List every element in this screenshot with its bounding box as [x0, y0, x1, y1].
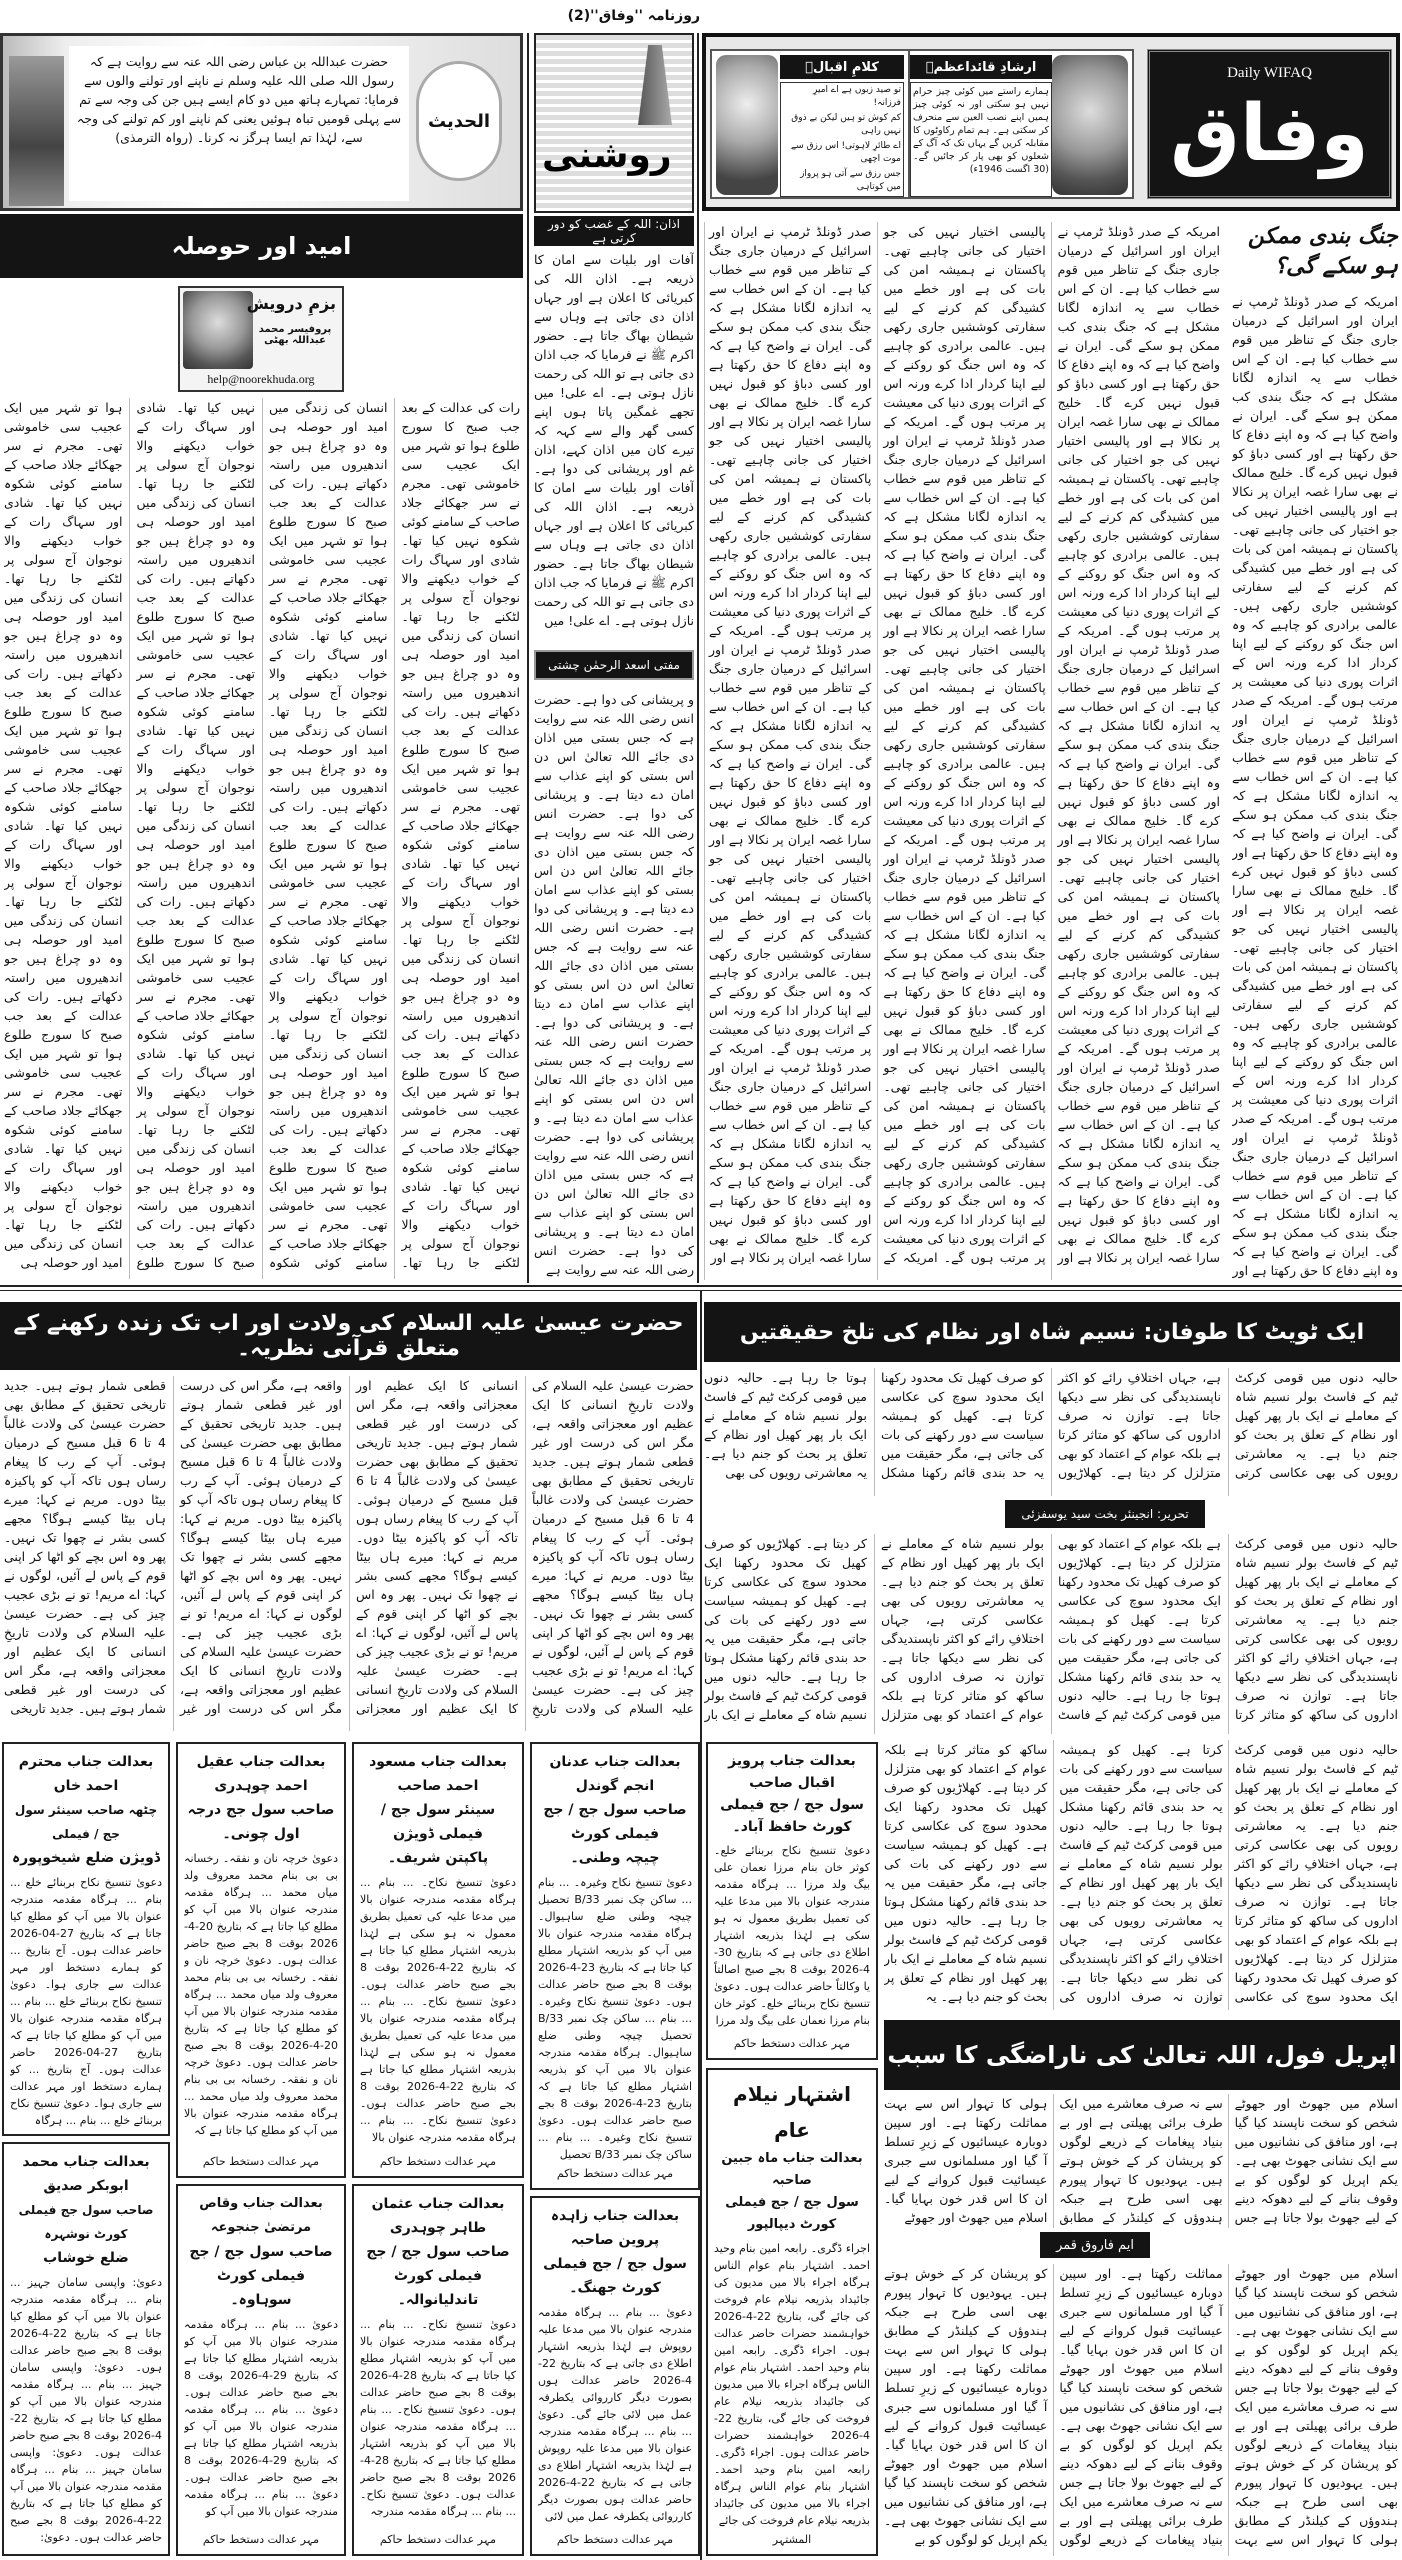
- notice-court-line: صاحب سول جج / جج فیملی کورٹ: [366, 2244, 510, 2284]
- court-notice: [530, 1742, 700, 2190]
- court-notice: [706, 1742, 878, 2060]
- logo-urdu: وفاق: [1170, 88, 1369, 179]
- april-body: اسلام میں جھوٹ اور جھوٹے شخص کو سخت ناپسند کیا گیا ہے، اور منافق کی نشانیوں میں سے ایک نشانی جھوٹ بھی ہے۔ یکم اپریل کو لوگوں کو بے وقوف بنانے کے لیے دھوکہ دینے کے لیے جھوٹ بولا جاتا ہے جس سے نہ صرف معاشرے میں ایک طرف برائی پھیلتی ہے اور بے بنیاد پیغامات کے ذریعے لوگوں کو پریشان کر کے خوش ہوتے ہیں۔ یہودیوں کا تہوار پیورم بھی اسی طرح ہے جبکہ ہندوؤں کے کیلنڈر کے مطابق ہولی کا تہوار اس سے بہت مماثلت رکھتا ہے۔ اور سپین دوبارہ عیسائیوں کے زیرِ تسلط آ گیا اور مسلمانوں سے جبری عیسائیت قبول کروانے کے لیے ان کا اس قدر خون بہایا گیا۔ اسلام میں جھوٹ اور جھوٹے: [884, 2096, 1398, 2225]
- column-email: help@noorekhuda.org: [207, 372, 315, 386]
- column-heading: امید اور حوصلہ: [0, 214, 523, 278]
- quaid-text: ہمارے راستے میں کوئی چیز حرام نہیں ہو سکتی اور نہ کوئی چیز ہمیں اپنے نصب العین سے منحرف کر سکتی ہے۔ ہم تمام رکاوٹوں کا مقابلہ کریں گے یہاں تک کہ آگ کے شعلوں کو بھی پار کر جائیں گے۔ (30 اگست 1946ء): [910, 82, 1052, 197]
- tweet-headline: ایک ٹویٹ کا طوفان: نسیم شاہ اور نظام کی تلخ حقیقتیں: [704, 1302, 1400, 1362]
- court-notice: [2, 1742, 170, 2136]
- masthead-panel: [702, 33, 1400, 211]
- court-notice: [176, 1742, 346, 2178]
- editorial-headline: جنگ بندی ممکن ہو سکے گی؟: [1247, 224, 1398, 279]
- notice-court: بعدالت جناب عدنان انجم گوندل: [549, 1754, 681, 1794]
- auction-notice: [706, 2068, 878, 2556]
- court-notice: [352, 2184, 524, 2556]
- notice-court: بعدالت جناب عثمان طاہر چوہدری: [371, 2196, 505, 2236]
- notice-court-line: پاکپتن شریف۔: [387, 1850, 489, 1866]
- roshni-author: مفتی اسعد الرحمٰن چشتی: [534, 650, 694, 680]
- notice-body: دعویٰ ... بنام ... ہرگاہ مقدمہ مندرجہ عنوان بالا میں آپ کو بذریعہ اشتہار مطلع کیا جاتا ہے کہ بتاریخ 29-4-2026 بوقت 8 بجے صبح حاضر عدالت ہوں۔ دعویٰ ... بنام ... ہرگاہ مقدمہ مندرجہ عنوان بالا میں آپ کو بذریعہ اشتہار مطلع کیا جاتا ہے کہ بتاریخ 29-4-2026 بوقت 8 بجے صبح حاضر عدالت ہوں۔ دعویٰ ... بنام ... ہرگاہ مقدمہ مندرجہ عنوان بالا میں آپ کو: [184, 2318, 338, 2518]
- roshni-logo: [534, 33, 694, 213]
- notice-footer: مہر عدالت دستخط حاکم: [379, 2155, 497, 2168]
- april-body-continued: اسلام میں جھوٹ اور جھوٹے شخص کو سخت ناپسند کیا گیا ہے، اور منافق کی نشانیوں میں سے ایک نشانی جھوٹ بھی ہے۔ یکم اپریل کو لوگوں کو بے وقوف بنانے کے لیے دھوکہ دینے کے لیے جھوٹ بولا جاتا ہے جس سے نہ صرف معاشرے میں ایک طرف برائی پھیلتی ہے اور بے بنیاد پیغامات کے ذریعے لوگوں کو پریشان کر کے خوش ہوتے ہیں۔ یہودیوں کا تہوار پیورم بھی اسی طرح ہے جبکہ ہندوؤں کے کیلنڈر کے مطابق ہولی کا تہوار اس سے بہت مماثلت رکھتا ہے۔ اور سپین دوبارہ عیسائیوں کے زیرِ تسلط آ گیا اور مسلمانوں سے جبری عیسائیت قبول کروانے کے لیے ان کا اس قدر خون بہایا گیا۔ اسلام میں جھوٹ اور جھوٹے شخص کو سخت ناپسند کیا گیا ہے، اور منافق کی نشانیوں میں سے ایک نشانی جھوٹ بھی ہے۔ یکم اپریل کو لوگوں کو بے وقوف بنانے کے لیے دھوکہ دینے کے لیے جھوٹ بولا جاتا ہے جس سے نہ صرف معاشرے میں ایک طرف برائی پھیلتی ہے اور بے بنیاد پیغامات کے ذریعے لوگوں کو پریشان کر کے خوش ہوتے ہیں۔ یہودیوں کا تہوار پیورم بھی اسی طرح ہے جبکہ ہندوؤں کے کیلنڈر کے مطابق ہولی کا تہوار اس سے بہت مماثلت رکھتا ہے۔ اور سپین دوبارہ عیسائیوں کے زیرِ تسلط آ گیا اور مسلمانوں سے جبری عیسائیت قبول کروانے کے لیے ان کا اس قدر خون بہایا گیا۔ اسلام میں جھوٹ اور جھوٹے شخص کو سخت ناپسند کیا گیا ہے، اور منافق کی نشانیوں میں سے ایک نشانی جھوٹ بھی ہے۔ یکم اپریل کو لوگوں کو بے: [884, 2266, 1398, 2547]
- notice-court-line: صاحب سول جج / جج فیملی کورٹ: [543, 1802, 687, 1842]
- notice-court-line: سول جج / جج فیملی کورٹ جھنگ۔: [543, 2256, 687, 2296]
- iqbal-box: [710, 49, 910, 199]
- notice-court-line: صاحب سول جج فیملی کورٹ نوشہرہ: [18, 2203, 154, 2241]
- notice-body: دعویٰ تنسیخ نکاح۔ ... بنام ... ہرگاہ مقدمہ مندرجہ عنوان بالا میں مدعا علیہ کی تعمیل بطریق معمول نہ ہو سکی ہے لہٰذا بذریعہ اشتہار مطلع کیا جاتا ہے کہ بتاریخ 22-4-2026 بوقت 8 بجے صبح حاضر عدالت ہوں۔ دعویٰ تنسیخ نکاح۔ ... بنام ... ہرگاہ مقدمہ مندرجہ عنوان بالا میں مدعا علیہ کی تعمیل بطریق معمول نہ ہو سکی ہے لہٰذا بذریعہ اشتہار مطلع کیا جاتا ہے کہ بتاریخ 22-4-2026 بوقت 8 بجے صبح حاضر عدالت ہوں۔ دعویٰ تنسیخ نکاح۔ ... بنام ... ہرگاہ مقدمہ مندرجہ عنوان بالا: [360, 1876, 516, 2144]
- notice-court-line: سینئر سول جج / فیملی ڈویژن: [380, 1802, 496, 1842]
- logo: [1147, 49, 1392, 199]
- poem-line: کم کوش تو ہیں لیکن بے ذوق نہیں راہی: [791, 113, 901, 136]
- editorial-body-first-column: امریکہ کے صدر ڈونلڈ ٹرمپ نے ایران اور اسرائیل کے درمیان جاری جنگ کے تناظر میں قوم سے خطاب کیا ہے۔ ان کے اس خطاب سے یہ اندازہ لگانا مشکل ہے کہ جنگ بندی کب ممکن ہو سکے گی۔ ایران نے واضح کیا ہے کہ وہ اپنے دفاع کا حق رکھتا ہے اور کسی دباؤ کو قبول نہیں کرے گا۔ خلیج ممالک نے بھی سارا غصہ ایران پر نکالا ہے اور پالیسی اختیار نہیں کی جو اختیار کی جانی چاہیے تھی۔ پاکستان نے ہمیشہ امن کی بات کی ہے اور خطے میں کشیدگی کم کرنے کے لیے سفارتی کوششیں جاری رکھی ہیں۔ عالمی برادری کو چاہیے کہ وہ اس جنگ کو روکنے کے لیے اپنا کردار ادا کرے ورنہ اس کے اثرات پوری دنیا کی معیشت پر مرتب ہوں گے۔ امریکہ کے صدر ڈونلڈ ٹرمپ نے ایران اور اسرائیل کے درمیان جاری جنگ کے تناظر میں قوم سے خطاب کیا ہے۔ ان کے اس خطاب سے یہ اندازہ لگانا مشکل ہے کہ جنگ بندی کب ممکن ہو سکے گی۔ ایران نے واضح کیا ہے کہ وہ اپنے دفاع کا حق رکھتا ہے اور کسی دباؤ کو قبول نہیں کرے گا۔ خلیج ممالک نے بھی سارا غصہ ایران پر نکالا ہے اور پالیسی اختیار نہیں کی جو اختیار کی جانی چاہیے تھی۔ پاکستان نے ہمیشہ امن کی بات کی ہے اور خطے میں کشیدگی کم کرنے کے لیے سفارتی کوششیں جاری رکھی ہیں۔ عالمی برادری کو چاہیے کہ وہ اس جنگ کو روکنے کے لیے اپنا کردار ادا کرے ورنہ اس کے اثرات پوری دنیا کی معیشت پر مرتب ہوں گے۔ امریکہ کے صدر ڈونلڈ ٹرمپ نے ایران اور اسرائیل کے درمیان جاری جنگ کے تناظر میں قوم سے خطاب کیا ہے۔ ان کے اس خطاب سے یہ اندازہ لگانا مشکل ہے کہ جنگ بندی کب ممکن ہو سکے گی۔ ایران نے واضح کیا ہے کہ وہ اپنے دفاع کا حق رکھتا ہے اور: [1232, 294, 1398, 1278]
- iqbal-portrait: [716, 55, 778, 195]
- tweet-body: حالیہ دنوں میں قومی کرکٹ ٹیم کے فاسٹ بولر نسیم شاہ کے معاملے نے ایک بار پھر کھیل اور نظام کے تعلق پر بحث کو جنم دیا ہے۔ یہ معاشرتی رویوں کی بھی عکاسی کرتی ہے، جہاں اختلافِ رائے کو اکثر ناپسندیدگی کی نظر سے دیکھا جاتا ہے۔ توازن نہ صرف اداروں کی ساکھ کو متاثر کرتا ہے بلکہ عوام کے اعتماد کو بھی متزلزل کر دیتا ہے۔ کھلاڑیوں کو صرف کھیل تک محدود رکھنا ایک محدود سوچ کی عکاسی کرتا ہے۔ کھیل کو ہمیشہ سیاست سے دور رکھنے کی بات کی جاتی ہے، مگر حقیقت میں یہ حد بندی قائم رکھنا مشکل ہوتا جا رہا ہے۔ حالیہ دنوں میں قومی کرکٹ ٹیم کے فاسٹ بولر نسیم شاہ کے معاملے نے ایک بار پھر کھیل اور نظام کے تعلق پر بحث کو جنم دیا ہے۔ یہ معاشرتی رویوں کی بھی: [704, 1370, 1398, 1480]
- iqbal-title: کلامِ اقبالؒ: [780, 55, 904, 79]
- isa-headline: حضرت عیسیٰ علیہ السلام کی ولادت اور اب تک زندہ رکھنے کے متعلق قرآنی نظریہ۔: [0, 1302, 697, 1370]
- poem-line: جس رزق سے آتی ہو پرواز میں کوتاہی: [800, 169, 901, 192]
- notice-title: اشتہار نیلام عام: [733, 2082, 851, 2142]
- hadith-text: حضرت عبداللہ بن عباس رضی اللہ عنہ سے روایت ہے کہ رسول اللہ صلی اللہ علیہ وسلم نے ناپنے اور تولنے والوں سے فرمایا: تمہارے ہاتھ میں دو کام ایسے ہیں جن کی وجہ سے تم سے پہلی قومیں تباہ ہوئیں یعنی کم ناپنے اور کم تولنے کی وجہ سے، لہٰذا تم ایسا ہرگز نہ کرنا۔ (رواہ الترمذی): [69, 46, 409, 201]
- roshni-body-continued: و پریشانی کی دوا ہے۔ حضرت انس رضی اللہ عنہ سے روایت ہے کہ جس بستی میں اذان دی جائے اللہ تعالیٰ اس دن اس بستی کو اپنے عذاب سے امان دے دیتا ہے۔ و پریشانی کی دوا ہے۔ حضرت انس رضی اللہ عنہ سے روایت ہے کہ جس بستی میں اذان دی جائے اللہ تعالیٰ اس دن اس بستی کو اپنے عذاب سے امان دے دیتا ہے۔ و پریشانی کی دوا ہے۔ حضرت انس رضی اللہ عنہ سے روایت ہے کہ جس بستی میں اذان دی جائے اللہ تعالیٰ اس دن اس بستی کو اپنے عذاب سے امان دے دیتا ہے۔ و پریشانی کی دوا ہے۔ حضرت انس رضی اللہ عنہ سے روایت ہے کہ جس بستی میں اذان دی جائے اللہ تعالیٰ اس دن اس بستی کو اپنے عذاب سے امان دے دیتا ہے۔ و پریشانی کی دوا ہے۔ حضرت انس رضی اللہ عنہ سے روایت ہے کہ جس بستی میں اذان دی جائے اللہ تعالیٰ اس دن اس بستی کو اپنے عذاب سے امان دے دیتا ہے۔ و پریشانی کی دوا ہے۔ حضرت انس رضی اللہ عنہ سے روایت ہے: [534, 692, 694, 1277]
- notice-footer: مہر عدالت دستخط حاکم: [379, 2533, 497, 2546]
- lighthouse-icon: [638, 45, 672, 125]
- notice-court-line: سول جج / جج فیملی کورٹ دیپالپور: [725, 2195, 859, 2232]
- notice-footer: المشتہر: [772, 2533, 812, 2546]
- notice-court-line: صاحب سول جج / جج فیملی کورٹ: [189, 2244, 333, 2284]
- april-headline: اپریل فول، اللہ تعالیٰ کی ناراضگی کا سبب: [884, 2020, 1400, 2090]
- notice-court-line: ڈویژن ضلع شیخوپورہ: [11, 1850, 161, 1866]
- notice-court: بعدالت جناب ماہ جبین صاحبہ: [721, 2151, 863, 2188]
- notice-footer: مہر عدالت دستخط حاکم: [556, 2167, 674, 2180]
- notice-court-line: تاندلیانوالہ۔: [397, 2292, 479, 2308]
- roshni-headline: اذان: اللہ کے غضب کو دور کرتی ہے: [534, 216, 694, 246]
- quaid-portrait: [1052, 55, 1128, 195]
- notice-court-line: ضلع خوشاب: [43, 2250, 129, 2266]
- notice-body: دعویٰ تنسیخ نکاح بربنائے خلع۔ کوثر خان بنام مرزا نعمان علی بیگ ولد مرزا ... ہرگاہ مقدمہ مندرجہ عنوان بالا میں مدعا علیہ کی تعمیل بطریق معمول نہ ہو سکی ہے لہٰذا بذریعہ اشتہار اطلاع دی جاتی ہے کہ بتاریخ 30-4-2026 بوقت 8 بجے صبح اصالتاً یا وکالتاً حاضر عدالت ہوں۔ دعویٰ تنسیخ نکاح بربنائے خلع۔ کوثر خان بنام مرزا نعمان علی بیگ ولد مرزا: [714, 1844, 870, 2027]
- roshni-body: آفات اور بلیات سے امان کا ذریعہ ہے۔ اذان اللہ کی کبریائی کا اعلان ہے اور جہاں اذان دی جاتی ہے وہاں سے شیطان بھاگ جاتا ہے۔ حضور اکرم ﷺ نے فرمایا کہ جب اذان دی جاتی ہے تو اللہ کی رحمت نازل ہوتی ہے۔ اے علی! میں تجھے غمگین پاتا ہوں اپنے کسی گھر والے سے کہہ کہ تیرے کان میں اذان کہے، اذان غم اور پریشانی کی دوا ہے۔ آفات اور بلیات سے امان کا ذریعہ ہے۔ اذان اللہ کی کبریائی کا اعلان ہے اور جہاں اذان دی جاتی ہے وہاں سے شیطان بھاگ جاتا ہے۔ حضور اکرم ﷺ نے فرمایا کہ جب اذان دی جاتی ہے تو اللہ کی رحمت نازل ہوتی ہے۔ اے علی! میں: [534, 252, 694, 628]
- hadith-flower-icon: [416, 61, 502, 181]
- notice-footer: مہر عدالت دستخط حاکم: [733, 2037, 851, 2050]
- notice-court: بعدالت جناب محترم احمد خاں: [18, 1754, 154, 1794]
- tweet-body-continued: حالیہ دنوں میں قومی کرکٹ ٹیم کے فاسٹ بولر نسیم شاہ کے معاملے نے ایک بار پھر کھیل اور نظام کے تعلق پر بحث کو جنم دیا ہے۔ یہ معاشرتی رویوں کی بھی عکاسی کرتی ہے، جہاں اختلافِ رائے کو اکثر ناپسندیدگی کی نظر سے دیکھا جاتا ہے۔ توازن نہ صرف اداروں کی ساکھ کو متاثر کرتا ہے بلکہ عوام کے اعتماد کو بھی متزلزل کر دیتا ہے۔ کھلاڑیوں کو صرف کھیل تک محدود رکھنا ایک محدود سوچ کی عکاسی کرتا ہے۔ کھیل کو ہمیشہ سیاست سے دور رکھنے کی بات کی جاتی ہے، مگر حقیقت میں یہ حد بندی قائم رکھنا مشکل ہوتا جا رہا ہے۔ حالیہ دنوں میں قومی کرکٹ ٹیم کے فاسٹ بولر نسیم شاہ کے معاملے نے ایک بار پھر کھیل اور نظام کے تعلق پر بحث کو جنم دیا ہے۔ یہ معاشرتی رویوں کی بھی عکاسی کرتی ہے، جہاں اختلافِ رائے کو اکثر ناپسندیدگی کی نظر سے دیکھا جاتا ہے۔ توازن نہ صرف اداروں کی ساکھ کو متاثر کرتا ہے بلکہ عوام کے اعتماد کو بھی متزلزل کر دیتا ہے۔ کھلاڑیوں کو صرف کھیل تک محدود رکھنا ایک محدود سوچ کی عکاسی کرتا ہے۔ کھیل کو ہمیشہ سیاست سے دور رکھنے کی بات کی جاتی ہے، مگر حقیقت میں یہ حد بندی قائم رکھنا مشکل ہوتا جا رہا ہے۔ حالیہ دنوں میں قومی کرکٹ ٹیم کے فاسٹ بولر نسیم شاہ کے معاملے نے ایک بار پھر کھیل اور نظام کے تعلق پر بحث کو جنم دیا ہے۔ یہ: [884, 1742, 1398, 2004]
- notice-body: دعویٰ خرچہ نان و نفقہ۔ رخسانہ بی بی بنام محمد معروف ولد میاں محمد ... ہرگاہ مقدمہ مندرجہ عنوان بالا میں آپ کو مطلع کیا جاتا ہے کہ بتاریخ 20-4-2026 بوقت 8 بجے صبح حاضر عدالت ہوں۔ دعویٰ خرچہ نان و نفقہ۔ رخسانہ بی بی بنام محمد معروف ولد میاں محمد ... ہرگاہ مقدمہ مندرجہ عنوان بالا میں آپ کو مطلع کیا جاتا ہے کہ بتاریخ 20-4-2026 بوقت 8 بجے صبح حاضر عدالت ہوں۔ دعویٰ خرچہ نان و نفقہ۔ رخسانہ بی بی بنام محمد معروف ولد میاں محمد ... ہرگاہ مقدمہ مندرجہ عنوان بالا میں آپ کو مطلع کیا جاتا ہے کہ: [184, 1852, 338, 2137]
- notice-court: بعدالت جناب محمد ابوبکر صدیق: [22, 2154, 150, 2194]
- column-name: بزمِ درویش: [246, 294, 336, 313]
- editorial-body: امریکہ کے صدر ڈونلڈ ٹرمپ نے ایران اور اسرائیل کے درمیان جاری جنگ کے تناظر میں قوم سے خطاب کیا ہے۔ ان کے اس خطاب سے یہ اندازہ لگانا مشکل ہے کہ جنگ بندی کب ممکن ہو سکے گی۔ ایران نے واضح کیا ہے کہ وہ اپنے دفاع کا حق رکھتا ہے اور کسی دباؤ کو قبول نہیں کرے گا۔ خلیج ممالک نے بھی سارا غصہ ایران پر نکالا ہے اور پالیسی اختیار نہیں کی جو اختیار کی جانی چاہیے تھی۔ پاکستان نے ہمیشہ امن کی بات کی ہے اور خطے میں کشیدگی کم کرنے کے لیے سفارتی کوششیں جاری رکھی ہیں۔ عالمی برادری کو چاہیے کہ وہ اس جنگ کو روکنے کے لیے اپنا کردار ادا کرے ورنہ اس کے اثرات پوری دنیا کی معیشت پر مرتب ہوں گے۔ امریکہ کے صدر ڈونلڈ ٹرمپ نے ایران اور اسرائیل کے درمیان جاری جنگ کے تناظر میں قوم سے خطاب کیا ہے۔ ان کے اس خطاب سے یہ اندازہ لگانا مشکل ہے کہ جنگ بندی کب ممکن ہو سکے گی۔ ایران نے واضح کیا ہے کہ وہ اپنے دفاع کا حق رکھتا ہے اور کسی دباؤ کو قبول نہیں کرے گا۔ خلیج ممالک نے بھی سارا غصہ ایران پر نکالا ہے اور پالیسی اختیار نہیں کی جو اختیار کی جانی چاہیے تھی۔ پاکستان نے ہمیشہ امن کی بات کی ہے اور خطے میں کشیدگی کم کرنے کے لیے سفارتی کوششیں جاری رکھی ہیں۔ عالمی برادری کو چاہیے کہ وہ اس جنگ کو روکنے کے لیے اپنا کردار ادا کرے ورنہ اس کے اثرات پوری دنیا کی معیشت پر مرتب ہوں گے۔ امریکہ کے صدر ڈونلڈ ٹرمپ نے ایران اور اسرائیل کے درمیان جاری جنگ کے تناظر میں قوم سے خطاب کیا ہے۔ ان کے اس خطاب سے یہ اندازہ لگانا مشکل ہے کہ جنگ بندی کب ممکن ہو سکے گی۔ ایران نے واضح کیا ہے کہ وہ اپنے دفاع کا حق رکھتا ہے اور کسی دباؤ کو قبول نہیں کرے گا۔ خلیج ممالک نے بھی سارا غصہ ایران پر نکالا ہے اور پالیسی اختیار نہیں کی جو اختیار کی جانی چاہیے تھی۔ پاکستان نے ہمیشہ امن کی بات کی ہے اور خطے میں کشیدگی کم کرنے کے لیے سفارتی کوششیں جاری رکھی ہیں۔ عالمی برادری کو چاہیے کہ وہ اس جنگ کو روکنے کے لیے اپنا کردار ادا کرے ورنہ اس کے اثرات پوری دنیا کی معیشت پر مرتب ہوں گے۔ امریکہ کے صدر ڈونلڈ ٹرمپ نے ایران اور اسرائیل کے درمیان جاری جنگ کے تناظر میں قوم سے خطاب کیا ہے۔ ان کے اس خطاب سے یہ اندازہ لگانا مشکل ہے کہ جنگ بندی کب ممکن ہو سکے گی۔ ایران نے واضح کیا ہے کہ وہ اپنے دفاع کا حق رکھتا ہے اور کسی دباؤ کو قبول نہیں کرے گا۔ خلیج ممالک نے بھی سارا غصہ ایران پر نکالا ہے اور پالیسی اختیار نہیں کی جو اختیار کی جانی چاہیے تھی۔ پاکستان نے ہمیشہ امن کی بات کی ہے اور خطے میں کشیدگی کم کرنے کے لیے سفارتی کوششیں جاری رکھی ہیں۔ عالمی برادری کو چاہیے کہ وہ اس جنگ کو روکنے کے لیے اپنا کردار ادا کرے ورنہ اس کے اثرات پوری دنیا کی معیشت پر مرتب ہوں گے۔ امریکہ کے صدر ڈونلڈ ٹرمپ نے ایران اور اسرائیل کے درمیان جاری جنگ کے تناظر میں قوم سے خطاب کیا ہے۔ ان کے اس خطاب سے یہ اندازہ لگانا مشکل ہے کہ جنگ بندی کب ممکن ہو سکے گی۔ ایران نے واضح کیا ہے کہ وہ اپنے دفاع کا حق رکھتا ہے اور کسی دباؤ کو قبول نہیں کرے گا۔ خلیج ممالک نے بھی سارا غصہ ایران پر نکالا ہے اور پالیسی اختیار نہیں کی جو اختیار کی جانی چاہیے تھی۔ پاکستان نے ہمیشہ امن کی بات کی ہے اور خطے میں کشیدگی کم کرنے کے لیے سفارتی کوششیں جاری رکھی ہیں۔ عالمی برادری کو چاہیے کہ وہ اس جنگ کو روکنے کے لیے اپنا کردار ادا کرے ورنہ اس کے اثرات پوری دنیا کی معیشت پر مرتب ہوں گے۔ امریکہ کے صدر ڈونلڈ ٹرمپ نے ایران اور اسرائیل کے درمیان جاری جنگ کے تناظر میں قوم سے خطاب کیا ہے۔ ان کے اس خطاب سے یہ اندازہ لگانا مشکل ہے کہ جنگ بندی کب ممکن ہو سکے گی۔ ایران نے واضح کیا ہے کہ وہ اپنے دفاع کا حق رکھتا ہے اور کسی دباؤ کو قبول نہیں کرے گا۔ خلیج ممالک نے بھی سارا غصہ ایران پر نکالا ہے اور پالیسی اختیار نہیں کی جو اختیار کی جانی چاہیے تھی۔ پاکستان نے ہمیشہ امن کی بات کی ہے اور خطے میں کشیدگی کم کرنے کے لیے سفارتی کوششیں جاری رکھی ہیں۔ عالمی برادری کو چاہیے کہ وہ اس جنگ کو روکنے کے لیے اپنا کردار ادا کرے ورنہ اس کے اثرات پوری دنیا کی معیشت پر مرتب ہوں گے۔ امریکہ کے صدر ڈونلڈ ٹرمپ نے ایران اور اسرائیل کے درمیان جاری جنگ کے تناظر میں قوم سے خطاب کیا ہے۔ ان کے اس خطاب سے یہ اندازہ لگانا مشکل ہے کہ جنگ بندی کب ممکن ہو سکے گی۔ ایران نے واضح کیا ہے کہ وہ اپنے دفاع کا حق رکھتا ہے اور کسی دباؤ کو قبول نہیں کرے گا۔ خلیج ممالک نے بھی سارا غصہ ایران پر نکالا ہے اور پالیسی اختیار نہیں کی جو اختیار کی جانی چاہیے تھی۔ پاکستان نے ہمیشہ امن کی بات کی ہے اور خطے میں کشیدگی کم کرنے کے لیے سفارتی کوششیں جاری رکھی ہیں۔ عالمی برادری کو چاہیے کہ وہ اس جنگ کو روکنے کے لیے اپنا کردار ادا کرے ورنہ اس کے اثرات پوری دنیا کی معیشت پر مرتب ہوں گے۔ امریکہ کے صدر ڈونلڈ ٹرمپ نے ایران اور اسرائیل کے درمیان جاری جنگ کے تناظر میں قوم سے خطاب کیا ہے۔ ان کے اس خطاب سے یہ اندازہ لگانا مشکل ہے کہ جنگ بندی کب ممکن ہو سکے گی۔ ایران نے واضح کیا ہے کہ وہ اپنے دفاع کا حق رکھتا ہے اور کسی دباؤ کو قبول نہیں کرے گا۔ خلیج ممالک نے بھی سارا غصہ ایران پر نکالا ہے اور: [704, 222, 1220, 1280]
- notice-court: بعدالت جناب وقاص مرتضیٰ جنجوعہ: [199, 2196, 323, 2235]
- notice-court-line: چٹھہ صاحب سینئر سول جج / فیملی: [14, 1803, 158, 1841]
- tweet-byline: تحریر: انجینئر بخت سید یوسفزئی: [1005, 1500, 1205, 1528]
- notice-body: دعویٰ تنسیخ نکاح بربنائے خلع ... بنام ... ہرگاہ مقدمہ مندرجہ عنوان بالا میں آپ کو مطلع کیا جاتا ہے کہ بتاریخ 27-04-2026 حاضر عدالت ہوں۔ آج بتاریخ ... کو ہمارے دستخط اور مہر عدالت سے جاری ہوا۔ دعویٰ تنسیخ نکاح بربنائے خلع ... بنام ... ہرگاہ مقدمہ مندرجہ عنوان بالا میں آپ کو مطلع کیا جاتا ہے کہ بتاریخ 27-04-2026 حاضر عدالت ہوں۔ آج بتاریخ ... کو ہمارے دستخط اور مہر عدالت سے جاری ہوا۔ دعویٰ تنسیخ نکاح بربنائے خلع ... بنام ... ہرگاہ: [10, 1876, 162, 2127]
- page-label: روزنامہ ''وفاق''(2): [567, 8, 700, 24]
- court-notice: [530, 2196, 700, 2556]
- notice-court-line: چیچہ وطنی۔: [570, 1850, 660, 1866]
- poem-line: اے طائرِ لاہوتی! اس رزق سے موت اچھی: [790, 141, 901, 164]
- notice-court: بعدالت جناب پرویز اقبال صاحب: [728, 1753, 856, 1791]
- notice-footer: مہر عدالت دستخط حاکم: [202, 2155, 320, 2168]
- court-notice: [2, 2142, 170, 2556]
- notice-court: بعدالت جناب مسعود احمد صاحب: [369, 1754, 507, 1794]
- mosque-dome-image: [9, 56, 64, 206]
- column-author: پروفیسر محمد عبداللہ بھٹی: [258, 324, 332, 346]
- roshni-title: روشنی: [542, 135, 672, 176]
- court-notice: [176, 2184, 346, 2556]
- april-byline: ایم فاروق قمر: [1040, 2232, 1150, 2258]
- notice-body: دعویٰ: واپسی سامان جہیز ... بنام ... ہرگاہ مقدمہ مندرجہ عنوان بالا میں آپ کو مطلع کیا جاتا ہے کہ بتاریخ 22-4-2026 بوقت 8 بجے صبح حاضر عدالت ہوں۔ دعویٰ: واپسی سامان جہیز ... بنام ... ہرگاہ مقدمہ مندرجہ عنوان بالا میں آپ کو مطلع کیا جاتا ہے کہ بتاریخ 22-4-2026 بوقت 8 بجے صبح حاضر عدالت ہوں۔ دعویٰ: واپسی سامان جہیز ... بنام ... ہرگاہ مقدمہ مندرجہ عنوان بالا میں آپ کو مطلع کیا جاتا ہے کہ بتاریخ 22-4-2026 بوقت 8 بجے صبح حاضر عدالت ہوں۔ دعویٰ:: [10, 2276, 162, 2544]
- quaid-title: ارشادِ قائداعظمؒ: [910, 55, 1052, 79]
- court-notice: [352, 1742, 524, 2178]
- notice-court-line: سول جج / جج فیملی کورٹ حافظ آباد۔: [720, 1797, 864, 1835]
- poem-line: تو صید زبوں ہے اے امیرِ فرزانہ!: [813, 85, 901, 108]
- notice-body: اجراء ڈگری۔ رابعہ امین بنام وحید احمد۔ اشتہار بنام عوام الناس ہرگاہ اجراء بالا میں مدیون کی جائیداد بذریعہ نیلام عام فروخت کی جائے گی، بتاریخ 22-4-2026 خواہشمند حضرات حاضر عدالت ہوں۔ اجراء ڈگری۔ رابعہ امین بنام وحید احمد۔ اشتہار بنام عوام الناس ہرگاہ اجراء بالا میں مدیون کی جائیداد بذریعہ نیلام عام فروخت کی جائے گی، بتاریخ 22-4-2026 خواہشمند حضرات حاضر عدالت ہوں۔ اجراء ڈگری۔ رابعہ امین بنام وحید احمد۔ اشتہار بنام عوام الناس ہرگاہ اجراء بالا میں مدیون کی جائیداد بذریعہ نیلام عام فروخت کی جائے: [714, 2242, 870, 2527]
- logo-english: Daily WIFAQ: [1227, 64, 1312, 81]
- column-logo: [178, 286, 344, 392]
- notice-footer: مہر عدالت دستخط حاکم: [556, 2533, 674, 2546]
- isa-body: حضرت عیسیٰ علیہ السلام کی ولادت تاریخِ انسانی کا ایک عظیم اور معجزاتی واقعہ ہے، مگر اس کی درست اور غیر قطعی شمار ہوتے ہیں۔ جدید تاریخی تحقیق کے مطابق بھی حضرت عیسیٰ کی ولادت غالباً 4 تا 6 قبل مسیح کے درمیان ہوئی۔ آپ کے رب کا پیغام رساں ہوں تاکہ آپ کو پاکیزہ بیٹا دوں۔ مریم نے کہا: میرے ہاں بیٹا کیسے ہوگا؟ مجھے کسی بشر نے چھوا تک نہیں۔ پھر وہ اس بچے کو اٹھا کر اپنی قوم کے پاس لے آئیں، لوگوں نے کہا: اے مریم! تو نے بڑی عجیب چیز کی ہے۔ حضرت عیسیٰ علیہ السلام کی ولادت تاریخِ انسانی کا ایک عظیم اور معجزاتی واقعہ ہے، مگر اس کی درست اور غیر قطعی شمار ہوتے ہیں۔ جدید تاریخی تحقیق کے مطابق بھی حضرت عیسیٰ کی ولادت غالباً 4 تا 6 قبل مسیح کے درمیان ہوئی۔ آپ کے رب کا پیغام رساں ہوں تاکہ آپ کو پاکیزہ بیٹا دوں۔ مریم نے کہا: میرے ہاں بیٹا کیسے ہوگا؟ مجھے کسی بشر نے چھوا تک نہیں۔ پھر وہ اس بچے کو اٹھا کر اپنی قوم کے پاس لے آئیں، لوگوں نے کہا: اے مریم! تو نے بڑی عجیب چیز کی ہے۔ حضرت عیسیٰ علیہ السلام کی ولادت تاریخِ انسانی کا ایک عظیم اور معجزاتی واقعہ ہے، مگر اس کی درست اور غیر قطعی شمار ہوتے ہیں۔ جدید تاریخی تحقیق کے مطابق بھی حضرت عیسیٰ کی ولادت غالباً 4 تا 6 قبل مسیح کے درمیان ہوئی۔ آپ کے رب کا پیغام رساں ہوں تاکہ آپ کو پاکیزہ بیٹا دوں۔ مریم نے کہا: میرے ہاں بیٹا کیسے ہوگا؟ مجھے کسی بشر نے چھوا تک نہیں۔ پھر وہ اس بچے کو اٹھا کر اپنی قوم کے پاس لے آئیں، لوگوں نے کہا: اے مریم! تو نے بڑی عجیب چیز کی ہے۔ حضرت عیسیٰ علیہ السلام کی ولادت تاریخِ انسانی کا ایک عظیم اور معجزاتی واقعہ ہے، مگر اس کی درست اور غیر قطعی شمار ہوتے ہیں۔ جدید تاریخی تحقیق کے مطابق بھی حضرت عیسیٰ کی ولادت غالباً 4 تا 6 قبل مسیح کے درمیان ہوئی۔ آپ کے رب کا پیغام رساں ہوں تاکہ آپ کو پاکیزہ بیٹا دوں۔ مریم نے کہا: میرے ہاں بیٹا کیسے ہوگا؟ مجھے کسی بشر نے چھوا تک نہیں۔ پھر وہ اس بچے کو اٹھا کر اپنی قوم کے پاس لے آئیں، لوگوں نے کہا: اے مریم! تو نے بڑی عجیب چیز کی ہے۔ حضرت عیسیٰ علیہ السلام کی ولادت تاریخِ انسانی کا ایک عظیم اور معجزاتی واقعہ ہے، مگر اس کی درست اور غیر قطعی شمار ہوتے ہیں۔ جدید تاریخی: [4, 1378, 694, 1716]
- author-photo: [183, 291, 253, 369]
- hadith-badge: الحدیث: [427, 110, 491, 132]
- iqbal-poem: [780, 82, 904, 197]
- notice-court: بعدالت جناب عقیل احمد چوہدری: [196, 1754, 326, 1794]
- notice-footer: مہر عدالت دستخط حاکم: [202, 2533, 320, 2546]
- notice-body: دعویٰ تنسیخ نکاح وغیرہ۔ ... بنام ... ساکن چک نمبر 33/B تحصیل چیچہ وطنی ضلع ساہیوال۔ ہرگاہ مقدمہ مندرجہ عنوان بالا میں آپ کو بذریعہ اشتہار مطلع کیا جاتا ہے کہ بتاریخ 23-4-2026 بوقت 8 بجے صبح حاضر عدالت ہوں۔ دعویٰ تنسیخ نکاح وغیرہ۔ ... بنام ... ساکن چک نمبر 33/B تحصیل چیچہ وطنی ضلع ساہیوال۔ ہرگاہ مقدمہ مندرجہ عنوان بالا میں آپ کو بذریعہ اشتہار مطلع کیا جاتا ہے کہ بتاریخ 23-4-2026 بوقت 8 بجے صبح حاضر عدالت ہوں۔ دعویٰ تنسیخ نکاح وغیرہ۔ ... بنام ... ساکن چک نمبر 33/B تحصیل: [538, 1876, 692, 2161]
- hadith-panel: [0, 33, 523, 211]
- tweet-body-middle: حالیہ دنوں میں قومی کرکٹ ٹیم کے فاسٹ بولر نسیم شاہ کے معاملے نے ایک بار پھر کھیل اور نظام کے تعلق پر بحث کو جنم دیا ہے۔ یہ معاشرتی رویوں کی بھی عکاسی کرتی ہے، جہاں اختلافِ رائے کو اکثر ناپسندیدگی کی نظر سے دیکھا جاتا ہے۔ توازن نہ صرف اداروں کی ساکھ کو متاثر کرتا ہے بلکہ عوام کے اعتماد کو بھی متزلزل کر دیتا ہے۔ کھلاڑیوں کو صرف کھیل تک محدود رکھنا ایک محدود سوچ کی عکاسی کرتا ہے۔ کھیل کو ہمیشہ سیاست سے دور رکھنے کی بات کی جاتی ہے، مگر حقیقت میں یہ حد بندی قائم رکھنا مشکل ہوتا جا رہا ہے۔ حالیہ دنوں میں قومی کرکٹ ٹیم کے فاسٹ بولر نسیم شاہ کے معاملے نے ایک بار پھر کھیل اور نظام کے تعلق پر بحث کو جنم دیا ہے۔ یہ معاشرتی رویوں کی بھی عکاسی کرتی ہے، جہاں اختلافِ رائے کو اکثر ناپسندیدگی کی نظر سے دیکھا جاتا ہے۔ توازن نہ صرف اداروں کی ساکھ کو متاثر کرتا ہے بلکہ عوام کے اعتماد کو بھی متزلزل کر دیتا ہے۔ کھلاڑیوں کو صرف کھیل تک محدود رکھنا ایک محدود سوچ کی عکاسی کرتا ہے۔ کھیل کو ہمیشہ سیاست سے دور رکھنے کی بات کی جاتی ہے، مگر حقیقت میں یہ حد بندی قائم رکھنا مشکل ہوتا جا رہا ہے۔ حالیہ دنوں میں قومی کرکٹ ٹیم کے فاسٹ بولر نسیم شاہ کے معاملے نے ایک بار: [704, 1536, 1398, 1722]
- column-body: رات کی عدالت کے بعد جب صبح کا سورج طلوع ہوا تو شہر میں ایک عجیب سی خاموشی تھی۔ مجرم نے سر جھکائے جلاد صاحب کے سامنے کوئی شکوہ نہیں کیا تھا۔ شادی اور سہاگ رات کے خواب دیکھنے والا نوجوان آج سولی پر لٹکنے جا رہا تھا۔ انسان کی زندگی میں امید اور حوصلہ ہی وہ دو چراغ ہیں جو اندھیروں میں راستہ دکھاتے ہیں۔ رات کی عدالت کے بعد جب صبح کا سورج طلوع ہوا تو شہر میں ایک عجیب سی خاموشی تھی۔ مجرم نے سر جھکائے جلاد صاحب کے سامنے کوئی شکوہ نہیں کیا تھا۔ شادی اور سہاگ رات کے خواب دیکھنے والا نوجوان آج سولی پر لٹکنے جا رہا تھا۔ انسان کی زندگی میں امید اور حوصلہ ہی وہ دو چراغ ہیں جو اندھیروں میں راستہ دکھاتے ہیں۔ رات کی عدالت کے بعد جب صبح کا سورج طلوع ہوا تو شہر میں ایک عجیب سی خاموشی تھی۔ مجرم نے سر جھکائے جلاد صاحب کے سامنے کوئی شکوہ نہیں کیا تھا۔ شادی اور سہاگ رات کے خواب دیکھنے والا نوجوان آج سولی پر لٹکنے جا رہا تھا۔ انسان کی زندگی میں امید اور حوصلہ ہی وہ دو چراغ ہیں جو اندھیروں میں راستہ دکھاتے ہیں۔ رات کی عدالت کے بعد جب صبح کا سورج طلوع ہوا تو شہر میں ایک عجیب سی خاموشی تھی۔ مجرم نے سر جھکائے جلاد صاحب کے سامنے کوئی شکوہ نہیں کیا تھا۔ شادی اور سہاگ رات کے خواب دیکھنے والا نوجوان آج سولی پر لٹکنے جا رہا تھا۔ انسان کی زندگی میں امید اور حوصلہ ہی وہ دو چراغ ہیں جو اندھیروں میں راستہ دکھاتے ہیں۔ رات کی عدالت کے بعد جب صبح کا سورج طلوع ہوا تو شہر میں ایک عجیب سی خاموشی تھی۔ مجرم نے سر جھکائے جلاد صاحب کے سامنے کوئی شکوہ نہیں کیا تھا۔ شادی اور سہاگ رات کے خواب دیکھنے والا نوجوان آج سولی پر لٹکنے جا رہا تھا۔ انسان کی زندگی میں امید اور حوصلہ ہی وہ دو چراغ ہیں جو اندھیروں میں راستہ دکھاتے ہیں۔ رات کی عدالت کے بعد جب صبح کا سورج طلوع ہوا تو شہر میں ایک عجیب سی خاموشی تھی۔ مجرم نے سر جھکائے جلاد صاحب کے سامنے کوئی شکوہ نہیں کیا تھا۔ شادی اور سہاگ رات کے خواب دیکھنے والا نوجوان آج سولی پر لٹکنے جا رہا تھا۔ انسان کی زندگی میں امید اور حوصلہ ہی وہ دو چراغ ہیں جو اندھیروں میں راستہ دکھاتے ہیں۔ رات کی عدالت کے بعد جب صبح کا سورج طلوع ہوا تو شہر میں ایک عجیب سی خاموشی تھی۔ مجرم نے سر جھکائے جلاد صاحب کے سامنے کوئی شکوہ نہیں کیا تھا۔ شادی اور سہاگ رات کے خواب دیکھنے والا نوجوان آج سولی پر لٹکنے جا رہا تھا۔ انسان کی زندگی میں امید اور حوصلہ ہی وہ دو چراغ ہیں جو اندھیروں میں راستہ دکھاتے ہیں۔ رات کی عدالت کے بعد جب صبح کا سورج طلوع ہوا تو شہر میں ایک عجیب سی خاموشی تھی۔ مجرم نے سر جھکائے جلاد صاحب کے سامنے کوئی شکوہ نہیں کیا تھا۔ شادی اور سہاگ رات کے خواب دیکھنے والا نوجوان آج سولی پر لٹکنے جا رہا تھا۔ انسان کی زندگی میں امید اور حوصلہ ہی وہ دو چراغ ہیں جو اندھیروں میں راستہ دکھاتے ہیں۔ رات کی عدالت کے بعد جب صبح کا سورج طلوع ہوا تو شہر میں ایک عجیب سی خاموشی تھی۔ مجرم نے سر جھکائے جلاد صاحب کے سامنے کوئی شکوہ نہیں کیا تھا۔ شادی اور سہاگ رات کے خواب دیکھنے والا نوجوان آج سولی پر لٹکنے جا رہا تھا۔ انسان کی زندگی میں امید اور حوصلہ ہی وہ دو چراغ ہیں جو اندھیروں میں راستہ دکھاتے ہیں۔ رات کی عدالت کے بعد جب صبح کا سورج طلوع ہوا تو شہر میں ایک عجیب سی خاموشی تھی۔ مجرم نے سر جھکائے جلاد صاحب کے سامنے کوئی شکوہ نہیں کیا تھا۔ شادی اور سہاگ رات کے خواب دیکھنے والا نوجوان آج سولی پر لٹکنے جا رہا تھا۔ انسان کی زندگی میں امید اور حوصلہ ہی وہ دو چراغ ہیں جو اندھیروں میں راستہ دکھاتے ہیں۔ رات کی عدالت کے بعد جب صبح کا سورج طلوع ہوا تو شہر میں ایک عجیب سی خاموشی تھی۔ مجرم نے سر جھکائے جلاد صاحب کے سامنے کوئی شکوہ نہیں کیا تھا۔ شادی اور سہاگ رات کے خواب دیکھنے والا نوجوان آج سولی پر لٹکنے جا رہا تھا۔ انسان کی زندگی میں امید اور حوصلہ ہی: [4, 400, 520, 1270]
- notice-body: دعویٰ تنسیخ نکاح۔ ... بنام ... ہرگاہ مقدمہ مندرجہ عنوان بالا میں آپ کو بذریعہ اشتہار مطلع کیا جاتا ہے کہ بتاریخ 28-4-2026 بوقت 8 بجے صبح حاضر عدالت ہوں۔ دعویٰ تنسیخ نکاح۔ ... بنام ... ہرگاہ مقدمہ مندرجہ عنوان بالا میں آپ کو بذریعہ اشتہار مطلع کیا جاتا ہے کہ بتاریخ 28-4-2026 بوقت 8 بجے صبح حاضر عدالت ہوں۔ دعویٰ تنسیخ نکاح۔ ... بنام ... ہرگاہ مقدمہ مندرجہ: [360, 2318, 516, 2518]
- notice-court-line: سوہاوہ۔: [230, 2292, 292, 2308]
- notice-court: بعدالت جناب زاہدہ پروین صاحبہ: [550, 2208, 680, 2248]
- notice-body: دعویٰ ... بنام ... ہرگاہ مقدمہ مندرجہ عنوان بالا میں مدعا علیہ روپوش ہے لہٰذا بذریعہ اشتہار اطلاع دی جاتی ہے کہ بتاریخ 22-4-2026 حاضر عدالت ہوں بصورت دیگر کارروائی یکطرفہ عمل میں لائی جائے گی۔ دعویٰ ... بنام ... ہرگاہ مقدمہ مندرجہ عنوان بالا میں مدعا علیہ روپوش ہے لہٰذا بذریعہ اشتہار اطلاع دی جاتی ہے کہ بتاریخ 22-4-2026 حاضر عدالت ہوں بصورت دیگر کارروائی یکطرفہ عمل میں لائی: [538, 2306, 692, 2523]
- quaid-box: [904, 49, 1134, 199]
- notice-court-line: صاحب سول جج درجہ اول چونی۔: [187, 1802, 335, 1842]
